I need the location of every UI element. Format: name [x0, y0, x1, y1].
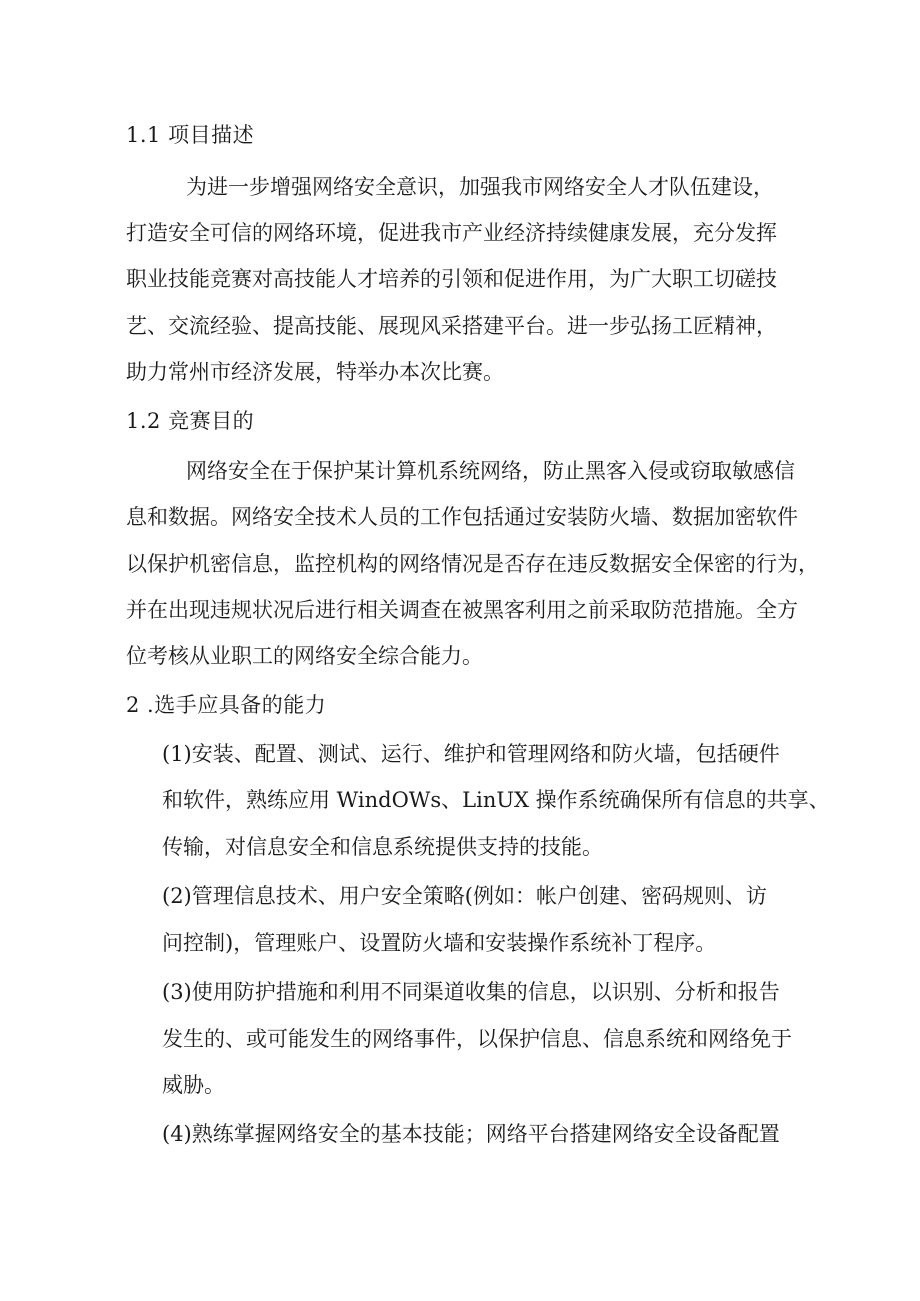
paragraph-line: 为进一步增强网络安全意识，加强我市网络安全人才队伍建设， — [186, 175, 774, 199]
list-item-line: 传输，对信息安全和信息系统提供支持的技能。 — [162, 835, 603, 859]
list-item-line: 威胁。 — [162, 1073, 225, 1097]
list-item-line: 和软件，熟练应用 WindOWs、LinUX 操作系统确保所有信息的共享、 — [162, 788, 830, 812]
paragraph-line: 艺、交流经验、提高技能、展现风采搭建平台。进一步弘扬工匠精神， — [126, 314, 777, 338]
list-item-line: (2)管理信息技术、用户安全策略(例如：帐户创建、密码规则、访 — [162, 884, 767, 908]
section-heading-1-1: 1.1 项目描述 — [126, 123, 255, 147]
paragraph-line: 职业技能竞赛对高技能人才培养的引领和促进作用，为广大职工切磋技 — [126, 267, 777, 291]
paragraph-line: 位考核从业职工的网络安全综合能力。 — [126, 644, 483, 668]
section-heading-1-2: 1.2 竞赛目的 — [126, 409, 255, 433]
paragraph-line: 网络安全在于保护某计算机系统网络，防止黑客入侵或窃取敏感信 — [186, 459, 795, 483]
section-heading-2: 2 .选手应具备的能力 — [126, 693, 327, 717]
paragraph-line: 息和数据。网络安全技术人员的工作包括通过安装防火墙、数据加密软件 — [126, 505, 798, 529]
list-item-line: 发生的、或可能发生的网络事件，以保护信息、信息系统和网络免于 — [162, 1027, 792, 1051]
paragraph-line: 助力常州市经济发展，特举办本次比赛。 — [126, 360, 504, 384]
list-item-line: 问控制)，管理账户、设置防火墙和安装操作系统补丁程序。 — [162, 931, 717, 955]
list-item-line: (1)安装、配置、测试、运行、维护和管理网络和防火墙，包括硬件 — [162, 742, 780, 766]
list-item-line: (3)使用防护措施和利用不同渠道收集的信息，以识别、分析和报告 — [162, 980, 780, 1004]
paragraph-line: 打造安全可信的网络环境，促进我市产业经济持续健康发展，充分发挥 — [126, 221, 777, 245]
paragraph-line: 并在出现违规状况后进行相关调查在被黑客利用之前采取防范措施。全方 — [126, 598, 798, 622]
paragraph-line: 以保护机密信息，监控机构的网络情况是否存在违反数据安全保密的行为， — [126, 552, 819, 576]
list-item-line: (4)熟练掌握网络安全的基本技能；网络平台搭建网络安全设备配置 — [162, 1122, 780, 1146]
